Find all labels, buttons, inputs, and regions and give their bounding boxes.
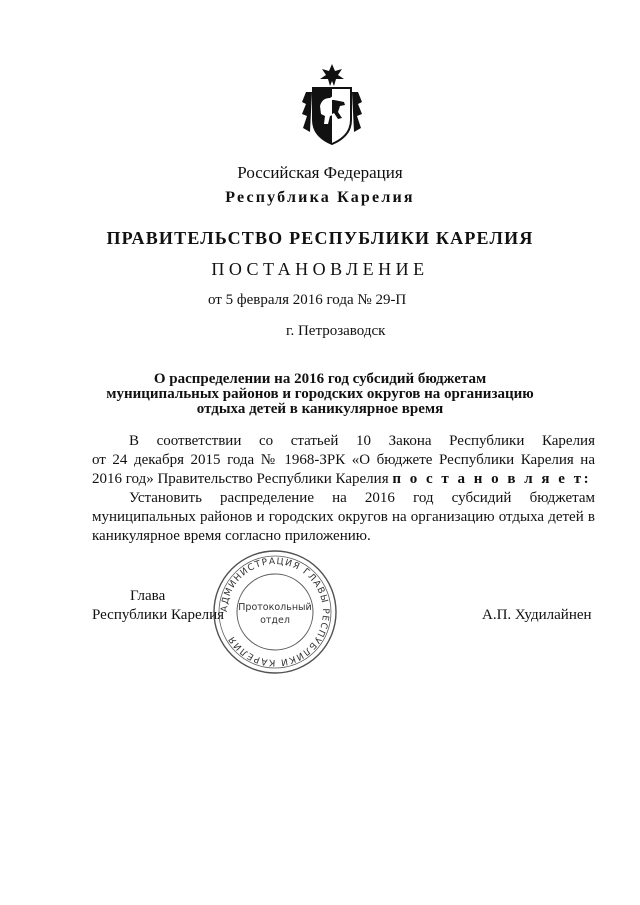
resolves-keyword: п о с т а н о в л я е т: <box>392 471 592 487</box>
paragraph-line: В соответствии со статьей 10 Закона Республики Карелия <box>129 433 595 449</box>
document-city: г. Петрозаводск <box>286 323 386 339</box>
karelia-coat-of-arms-icon <box>300 62 364 146</box>
document-subject <box>0 372 640 417</box>
signatory-title: Глава <box>130 588 166 604</box>
country-name: Российская Федерация <box>237 163 403 182</box>
official-stamp <box>211 548 339 676</box>
stamp-inner-text: отдел <box>260 615 290 626</box>
paragraph-line: каникулярное время согласно приложению. <box>92 528 371 544</box>
subject-line: отдыха детей в каникулярное время <box>196 401 444 417</box>
paragraph-line: от 24 декабря 2015 года № 1968-ЗРК «О бюджете Республики Карелия на <box>92 452 595 468</box>
paragraph-line <box>92 470 595 489</box>
paragraph-line: Установить распределение на 2016 год субсидий бюджетам <box>129 490 595 506</box>
signatory-organization: Республики Карелия <box>92 607 225 623</box>
stamp-ring-text: АДМИНИСТРАЦИЯ ГЛАВЫ РЕСПУБЛИКИ КАРЕЛИЯ <box>219 556 331 668</box>
subject-line: муниципальных районов и городских округов на организацию <box>106 386 534 402</box>
stamp-inner-text: Протокольный <box>238 602 312 613</box>
subject-line: О распределении на 2016 год субсидий бюджетам <box>153 371 487 387</box>
document-type: ПОСТАНОВЛЕНИЕ <box>211 259 429 279</box>
government-title: ПРАВИТЕЛЬСТВО РЕСПУБЛИКИ КАРЕЛИЯ <box>106 228 534 248</box>
signatory-name: А.П. Худилайнен <box>482 607 592 623</box>
paragraph-line: муниципальных районов и городских округов на организацию отдыха детей в <box>92 509 595 525</box>
republic-name: Республика Карелия <box>225 189 415 206</box>
body-paragraph-2 <box>92 489 595 546</box>
document-date-number: от 5 февраля 2016 года № 29-П <box>208 292 407 308</box>
body-paragraph-1 <box>92 432 595 489</box>
paragraph-text: 2016 год» Правительство Республики Карелия <box>92 471 393 487</box>
